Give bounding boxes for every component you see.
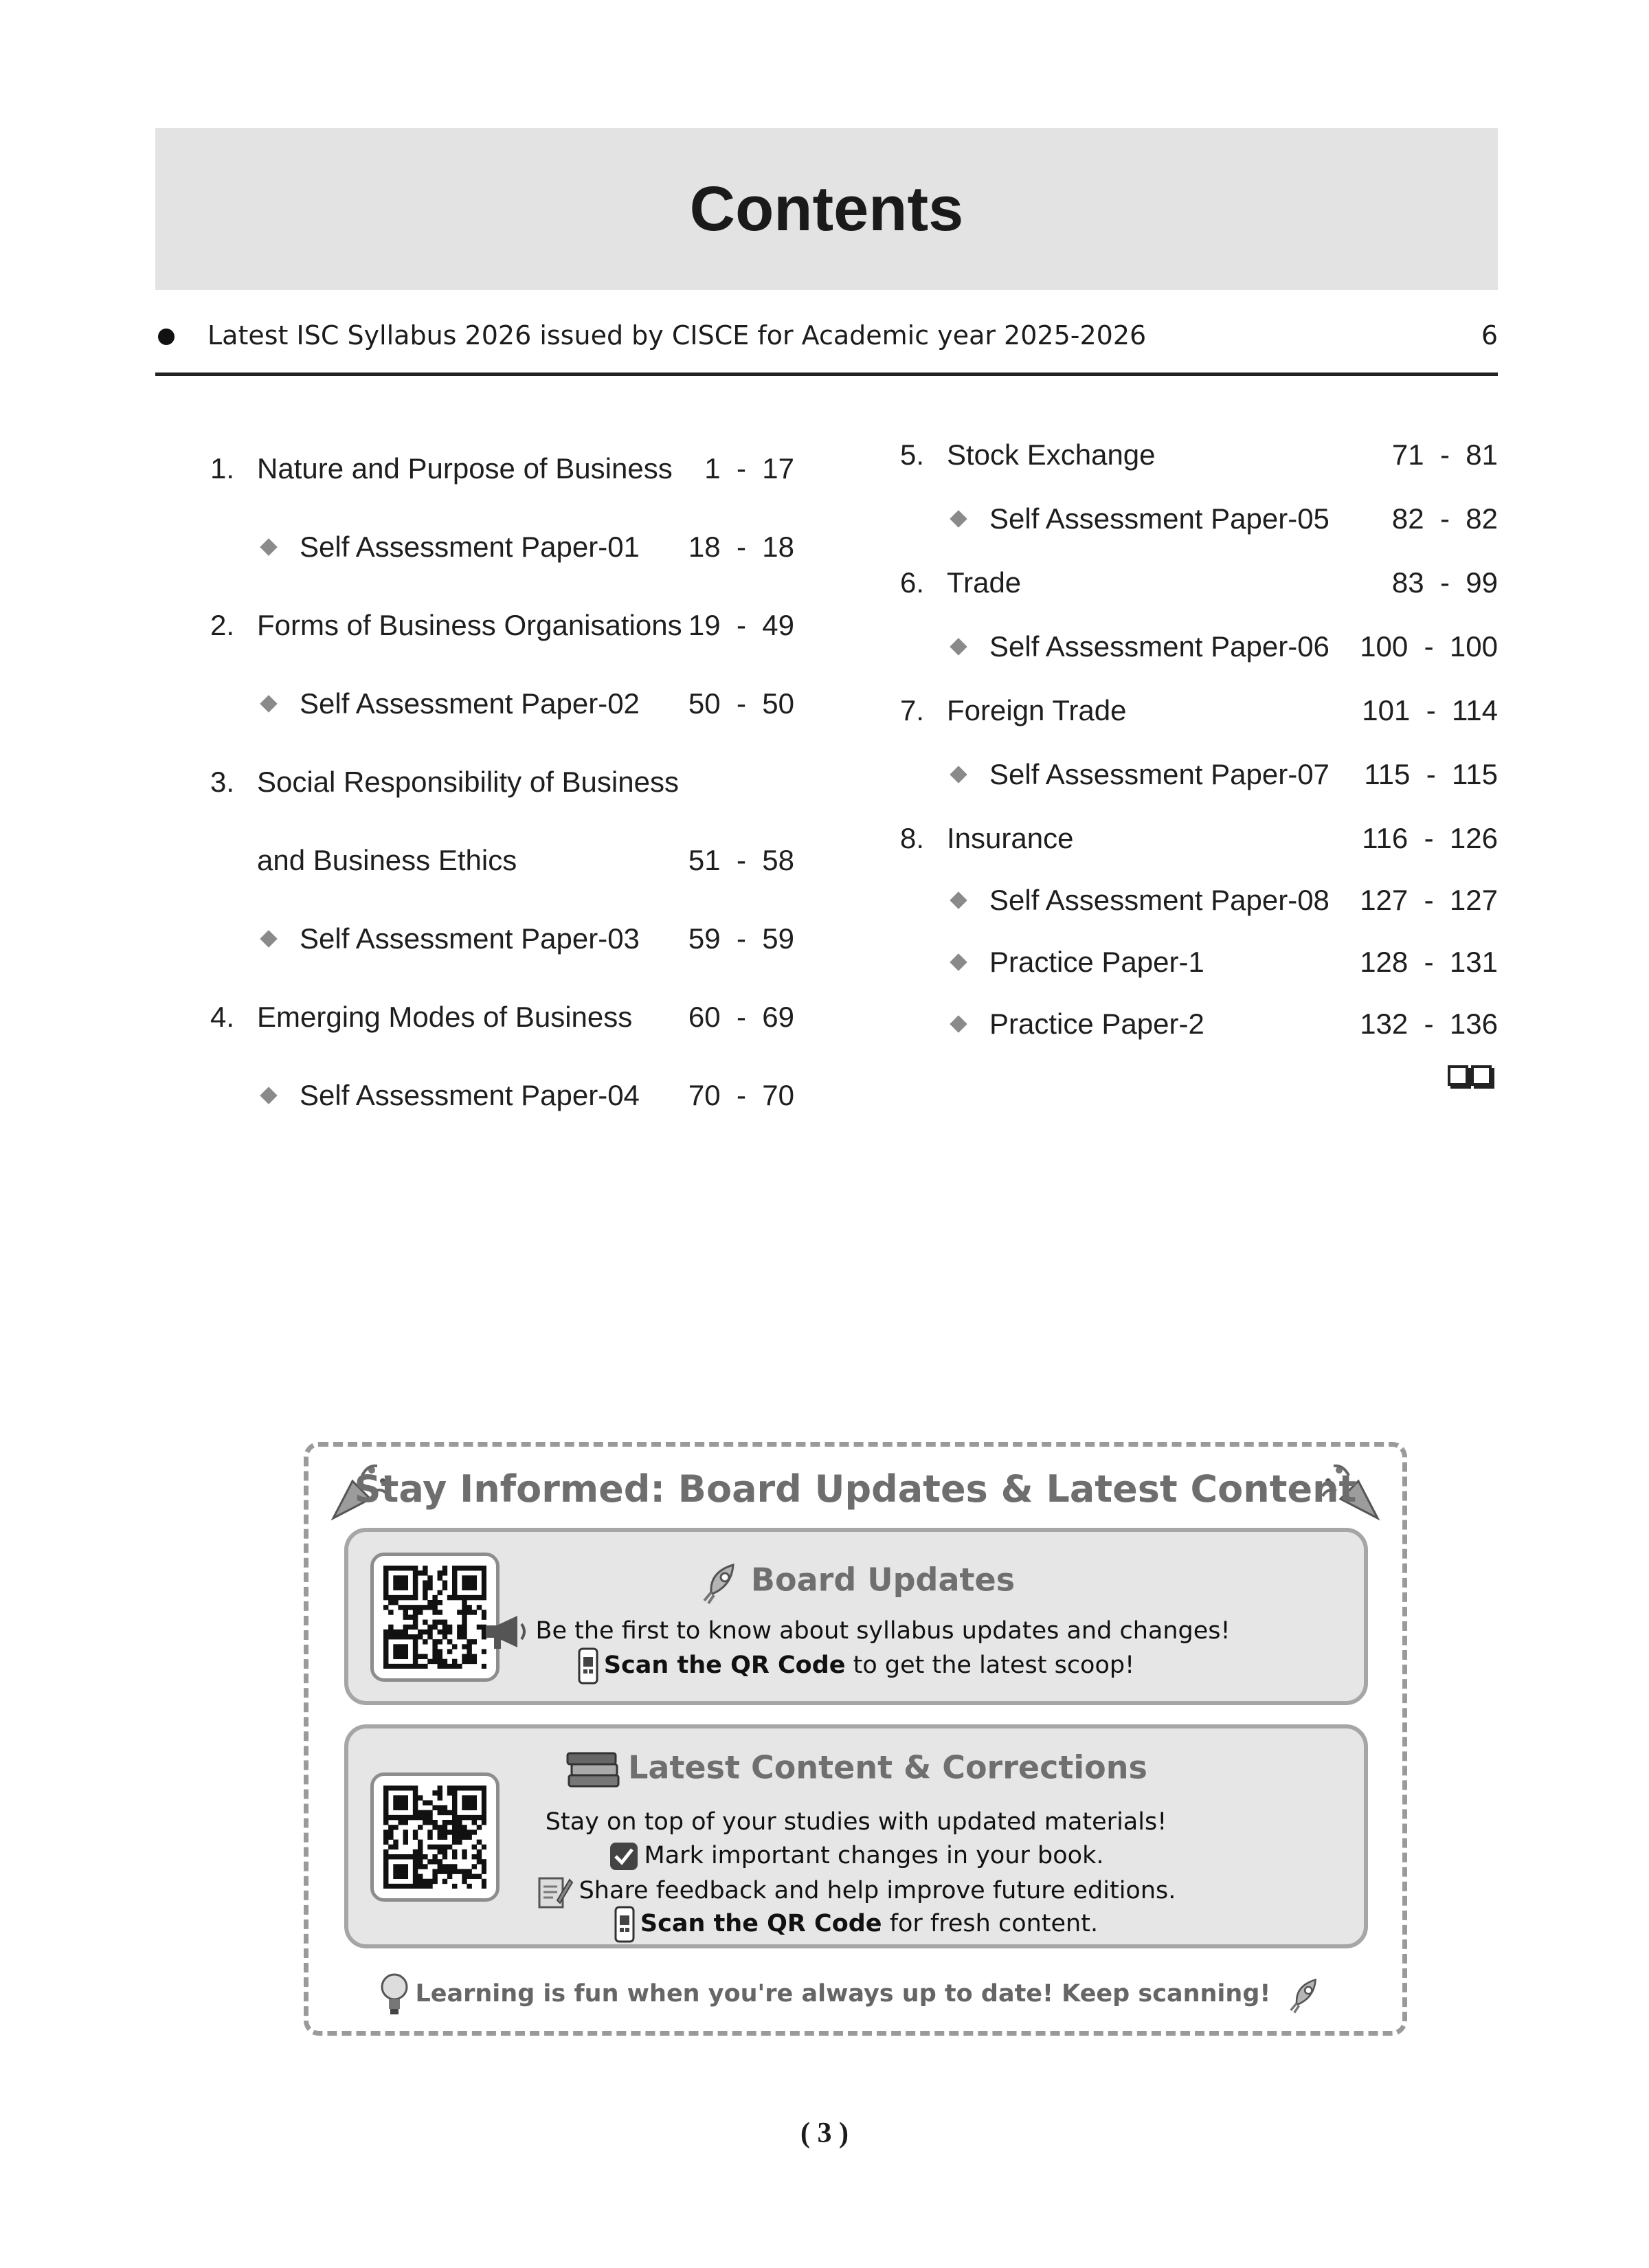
diamond-icon	[950, 953, 967, 970]
toc-entry-title: Stock Exchange	[947, 438, 1156, 471]
toc-sub-entry	[900, 754, 1498, 795]
toc-sub-entry	[900, 626, 1498, 667]
toc-sub-entry	[210, 683, 794, 724]
toc-entry-title: Foreign Trade	[947, 694, 1127, 726]
toc-sub-entry	[900, 880, 1498, 921]
toc-entry-pages: 115 - 115	[1364, 758, 1498, 790]
toc-entry-title: Practice Paper-2	[989, 1008, 1204, 1040]
toc-entry-title: Self Assessment Paper-01	[300, 531, 640, 563]
toc-sub-entry	[210, 918, 794, 959]
toc-entry-title: Self Assessment Paper-04	[300, 1079, 640, 1111]
toc-entry	[900, 690, 1498, 731]
toc-entry-number: 2.	[210, 609, 235, 641]
toc-entry-title: Trade	[947, 566, 1022, 599]
toc-entry-pages: 1 - 17	[704, 452, 794, 485]
toc-entry-pages: 100 - 100	[1360, 630, 1498, 663]
toc-entry-pages: 127 - 127	[1360, 884, 1498, 916]
syllabus-text: Latest ISC Syllabus 2026 issued by CISCE for Academic year 2025-2026	[207, 320, 1147, 351]
diamond-icon	[950, 510, 967, 527]
toc-entry	[210, 761, 794, 803]
toc-entry-title: Emerging Modes of Business	[257, 1001, 633, 1033]
double-box-icon	[1448, 1065, 1492, 1086]
toc-entry	[210, 840, 794, 881]
page-number: ( 3 )	[800, 2117, 849, 2149]
diamond-icon	[260, 695, 277, 712]
note-pencil-icon	[537, 1873, 574, 1910]
toc-entry-title: Self Assessment Paper-03	[300, 922, 640, 955]
latest-content-card	[344, 1724, 1368, 1948]
rocket-icon	[1285, 1974, 1326, 2015]
board-updates-heading	[348, 1558, 1364, 1606]
board-scan-bold: Scan the QR Code	[603, 1652, 846, 1679]
content-scan-bold: Scan the QR Code	[640, 1910, 882, 1937]
toc-entry-pages: 59 - 59	[688, 922, 794, 955]
diamond-icon	[260, 538, 277, 555]
content-line-2-text: Mark important changes in your book.	[644, 1842, 1104, 1869]
toc-entry-number: 8.	[900, 822, 925, 854]
toc-entry-pages: 82 - 82	[1391, 502, 1498, 535]
toc-entry-title: Forms of Business Organisations	[257, 609, 682, 641]
toc-entry-title: Insurance	[947, 822, 1074, 854]
content-line-3-text: Share feedback and help improve future editions.	[579, 1877, 1176, 1904]
rocket-icon	[697, 1558, 745, 1606]
toc-entry-number: 1.	[210, 452, 235, 485]
content-heading-text: Latest Content & Corrections	[628, 1748, 1147, 1786]
diamond-icon	[950, 1015, 967, 1032]
diamond-icon	[950, 766, 967, 783]
toc-entry-number: 6.	[900, 566, 925, 599]
diamond-icon	[260, 930, 277, 947]
contents-header-band	[155, 128, 1498, 290]
content-line-1: Stay on top of your studies with updated materials!	[545, 1808, 1167, 1836]
info-footer	[309, 1970, 1402, 2019]
content-line-3	[348, 1873, 1364, 1910]
megaphone-icon	[482, 1613, 530, 1650]
toc-entry-pages: 83 - 99	[1391, 566, 1498, 599]
toc-entry-title: Self Assessment Paper-02	[300, 687, 640, 720]
toc-entry-pages: 71 - 81	[1391, 438, 1498, 471]
toc-entry-pages: 51 - 58	[688, 844, 794, 876]
page-title: Contents	[689, 173, 964, 244]
stay-informed-box	[304, 1442, 1407, 2036]
board-scan-rest: to get the latest scoop!	[845, 1652, 1135, 1679]
content-line-4	[348, 1906, 1364, 1943]
board-updates-card	[344, 1528, 1368, 1705]
toc-entry-title: Practice Paper-1	[989, 946, 1204, 978]
syllabus-page: 6	[1481, 320, 1498, 351]
toc-entry	[210, 448, 794, 489]
toc-entry-pages: 19 - 49	[688, 609, 794, 641]
checkbox-icon	[609, 1841, 639, 1871]
toc-sub-entry	[900, 1003, 1498, 1045]
toc-entry-pages: 128 - 131	[1360, 946, 1498, 978]
toc-entry-number: 4.	[210, 1001, 235, 1033]
toc-entry	[900, 818, 1498, 859]
light-bulb-icon	[379, 1970, 410, 2019]
toc-entry-title: Self Assessment Paper-07	[989, 758, 1330, 790]
toc-entry-title: Self Assessment Paper-08	[989, 884, 1330, 916]
books-icon	[565, 1748, 622, 1792]
toc-entry	[900, 562, 1498, 603]
toc-entry	[900, 434, 1498, 476]
filled-circle-icon	[158, 329, 175, 345]
toc-entry-title: Nature and Purpose of Business	[257, 452, 673, 485]
toc-entry-pages: 70 - 70	[688, 1079, 794, 1111]
diamond-icon	[260, 1087, 277, 1104]
toc-sub-entry	[210, 1075, 794, 1116]
toc-entry-pages: 116 - 126	[1362, 822, 1498, 854]
info-footer-text: Learning is fun when you're always up to date! Keep scanning!	[415, 1980, 1271, 2008]
toc-entry-pages: 18 - 18	[688, 531, 794, 563]
content-scan-rest: for fresh content.	[882, 1910, 1099, 1937]
toc-sub-entry	[900, 498, 1498, 540]
board-line-1-text: Be the first to know about syllabus updates and changes!	[535, 1617, 1231, 1645]
board-line-1	[348, 1613, 1364, 1650]
toc-entry	[210, 997, 794, 1038]
toc-entry-number: 3.	[210, 766, 235, 798]
toc-sub-entry	[210, 526, 794, 568]
diamond-icon	[950, 891, 967, 909]
phone-qr-icon	[614, 1906, 635, 1943]
toc-entry	[210, 605, 794, 646]
toc-entry-title: and Business Ethics	[257, 844, 517, 876]
phone-qr-icon	[578, 1647, 598, 1685]
toc-sub-entry	[900, 942, 1498, 983]
toc-entry-pages: 60 - 69	[688, 1001, 794, 1033]
diamond-icon	[950, 638, 967, 655]
latest-content-heading	[348, 1748, 1364, 1792]
toc-entry-pages: 101 - 114	[1362, 694, 1498, 726]
toc-entry-pages: 50 - 50	[688, 687, 794, 720]
board-heading-text: Board Updates	[750, 1561, 1016, 1599]
toc-entry-pages: 132 - 136	[1360, 1008, 1498, 1040]
content-line-2	[348, 1841, 1364, 1871]
info-box-title: Stay Informed: Board Updates & Latest Content	[354, 1467, 1357, 1511]
toc-entry-title: Self Assessment Paper-06	[989, 630, 1330, 663]
toc-entry-number: 5.	[900, 438, 925, 471]
toc-entry-number: 7.	[900, 694, 925, 726]
toc-entry-title: Self Assessment Paper-05	[989, 502, 1330, 535]
syllabus-row	[155, 318, 1498, 376]
board-line-2	[348, 1647, 1364, 1685]
toc-entry-title: Social Responsibility of Business	[257, 766, 679, 798]
